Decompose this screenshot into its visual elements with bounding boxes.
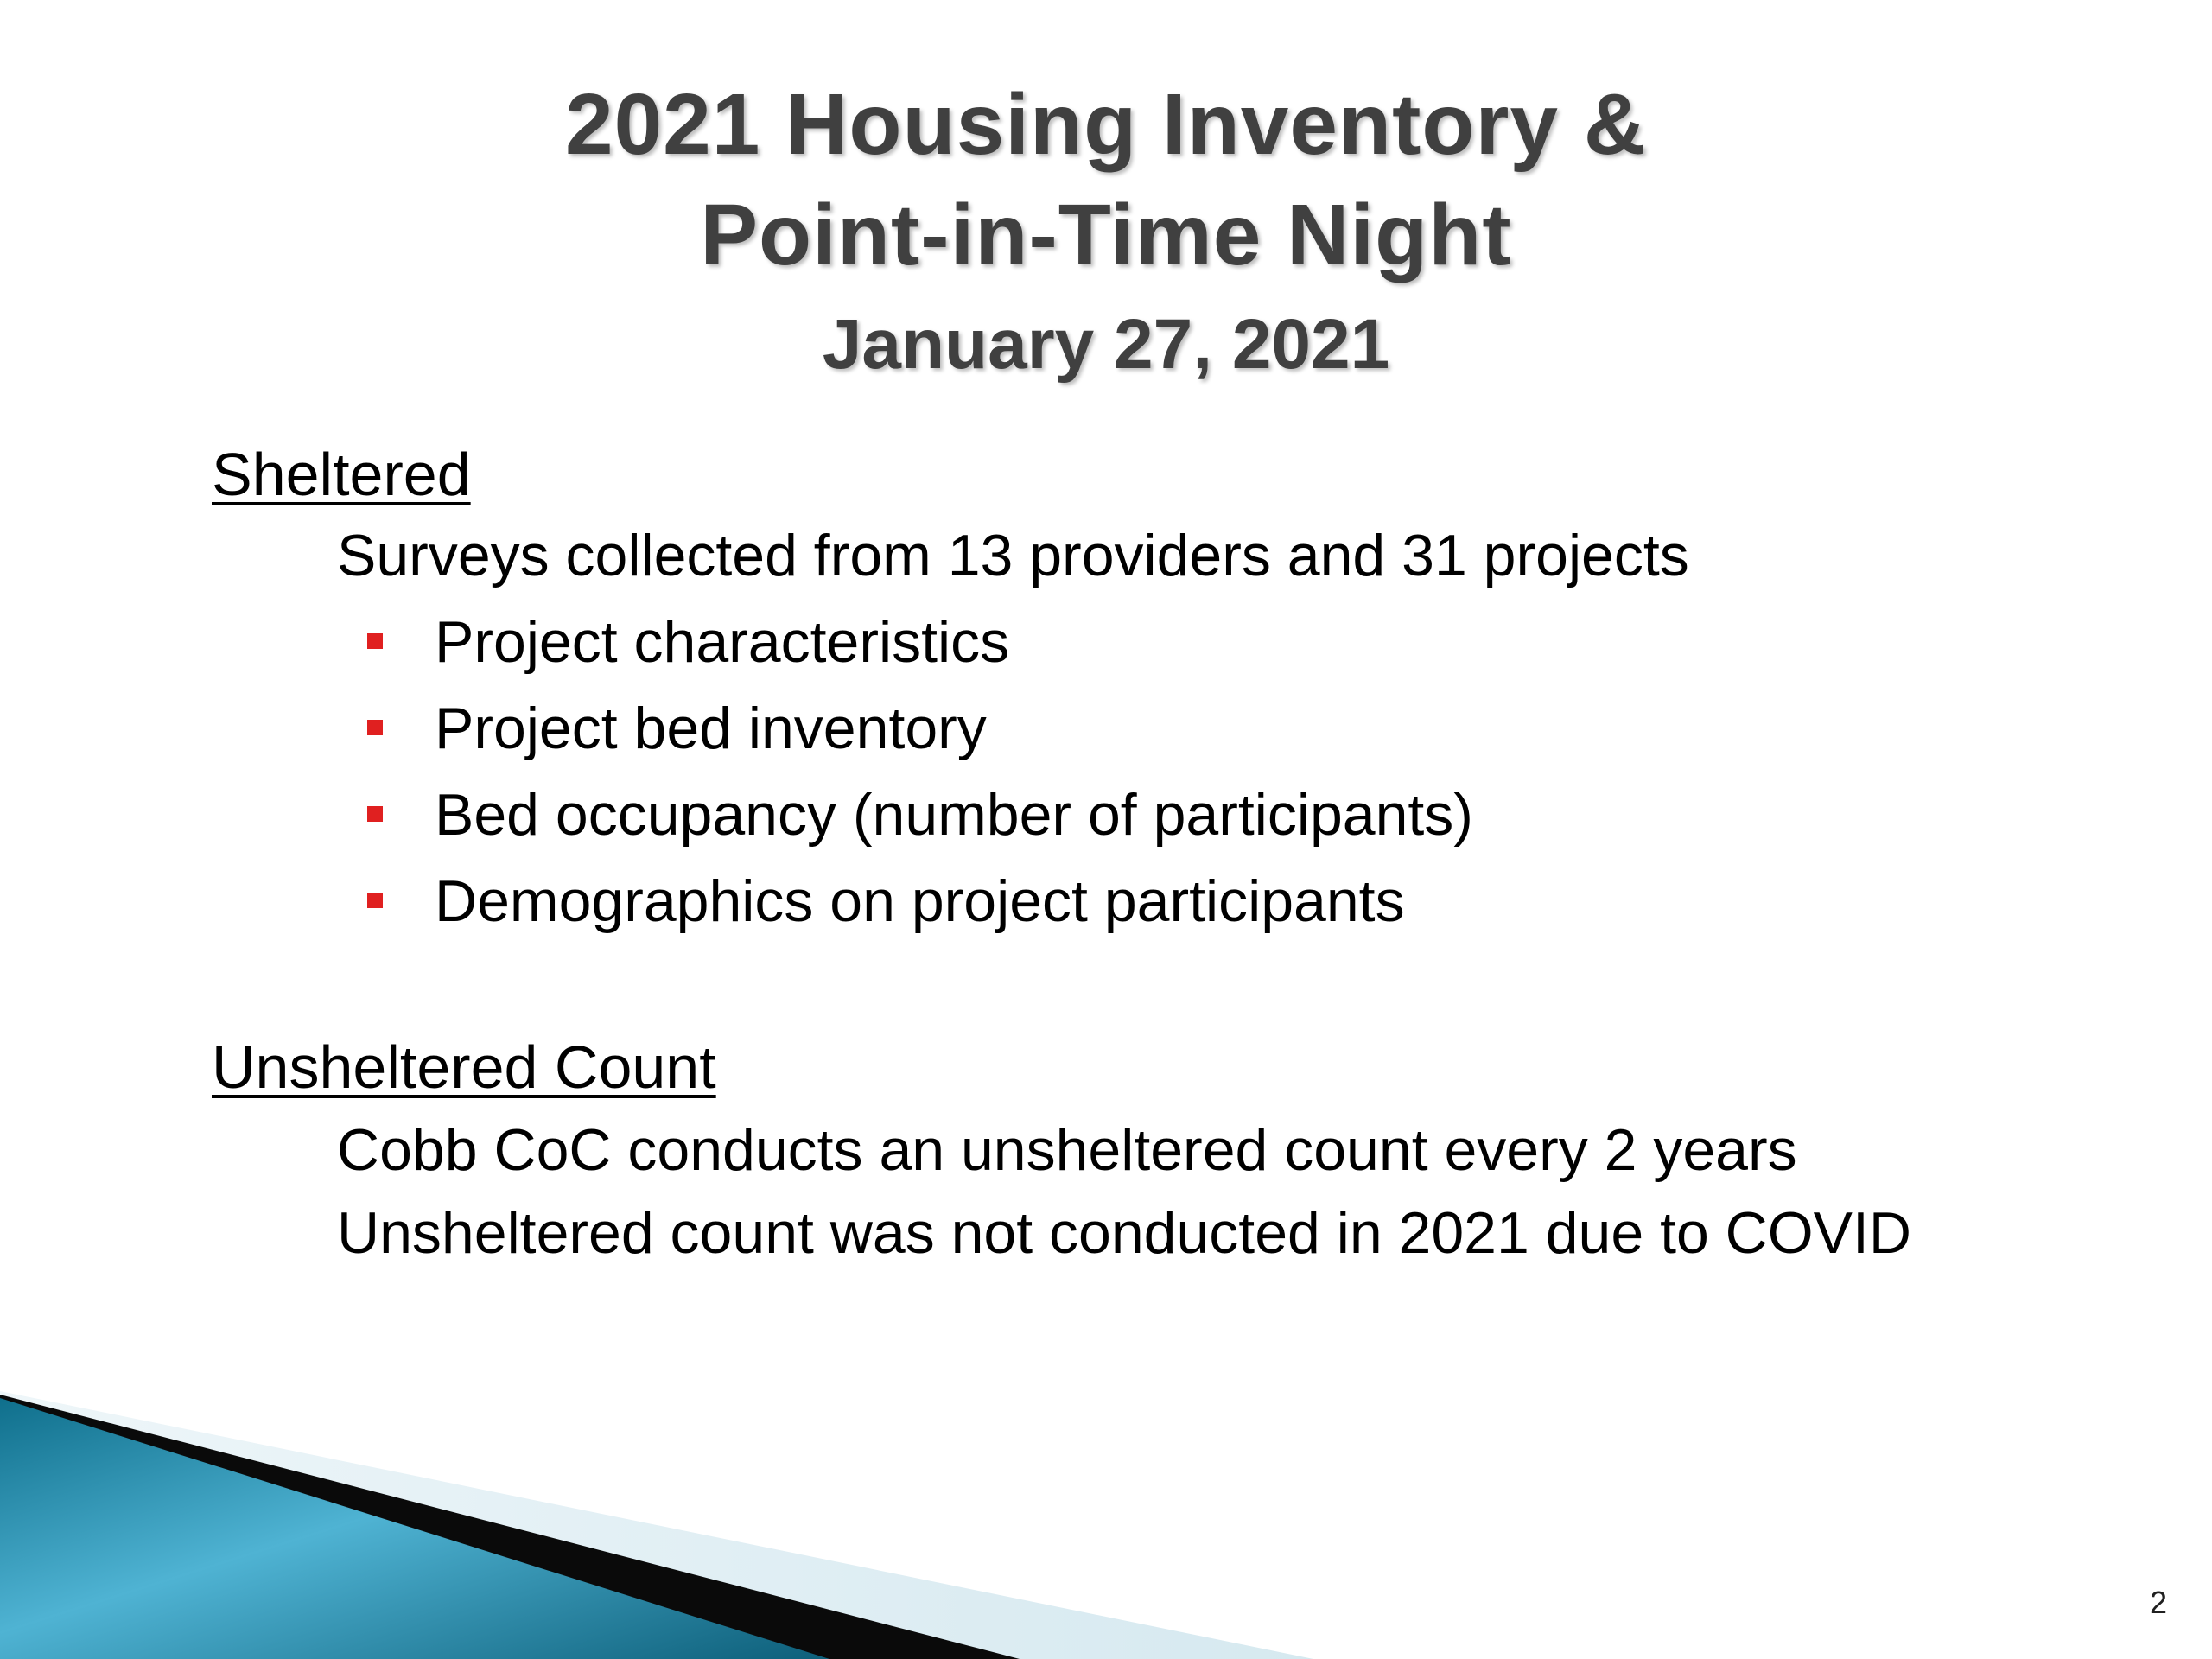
page-number: 2 [2149,1585,2167,1620]
square-bullet-icon [367,633,383,649]
bullet-text: Project characteristics [435,609,1010,675]
list-item [212,685,2069,772]
square-bullet-icon [367,806,383,822]
unsheltered-line: Cobb CoC conducts an unsheltered count every 2 years [337,1117,1797,1183]
section-spacer [212,944,2069,1029]
decorative-swoosh [0,1382,2212,1659]
slide-subtitle-date: January 27, 2021 [822,305,1390,384]
slide-body [212,436,2069,1274]
title-line-1: 2021 Housing Inventory & [564,76,1648,173]
bullet-text: Project bed inventory [435,696,987,761]
sheltered-bullet-list [212,599,2069,944]
square-bullet-icon [367,893,383,908]
square-bullet-icon [367,720,383,735]
bullet-text: Bed occupancy (number of participants) [435,782,1473,848]
title-line-2: Point-in-Time Night [700,187,1512,283]
bullet-text: Demographics on project participants [435,868,1405,934]
sheltered-intro: Surveys collected from 13 providers and 31 projects [337,523,1689,588]
list-item [212,599,2069,685]
list-item [212,772,2069,858]
slide-title [0,69,2212,396]
unsheltered-section [212,1029,2069,1274]
unsheltered-heading: Unsheltered Count [212,1033,716,1101]
list-item [212,858,2069,944]
sheltered-heading: Sheltered [212,441,471,508]
sheltered-section [212,436,2069,944]
unsheltered-line: Unsheltered count was not conducted in 2021 due to COVID [337,1200,1912,1266]
